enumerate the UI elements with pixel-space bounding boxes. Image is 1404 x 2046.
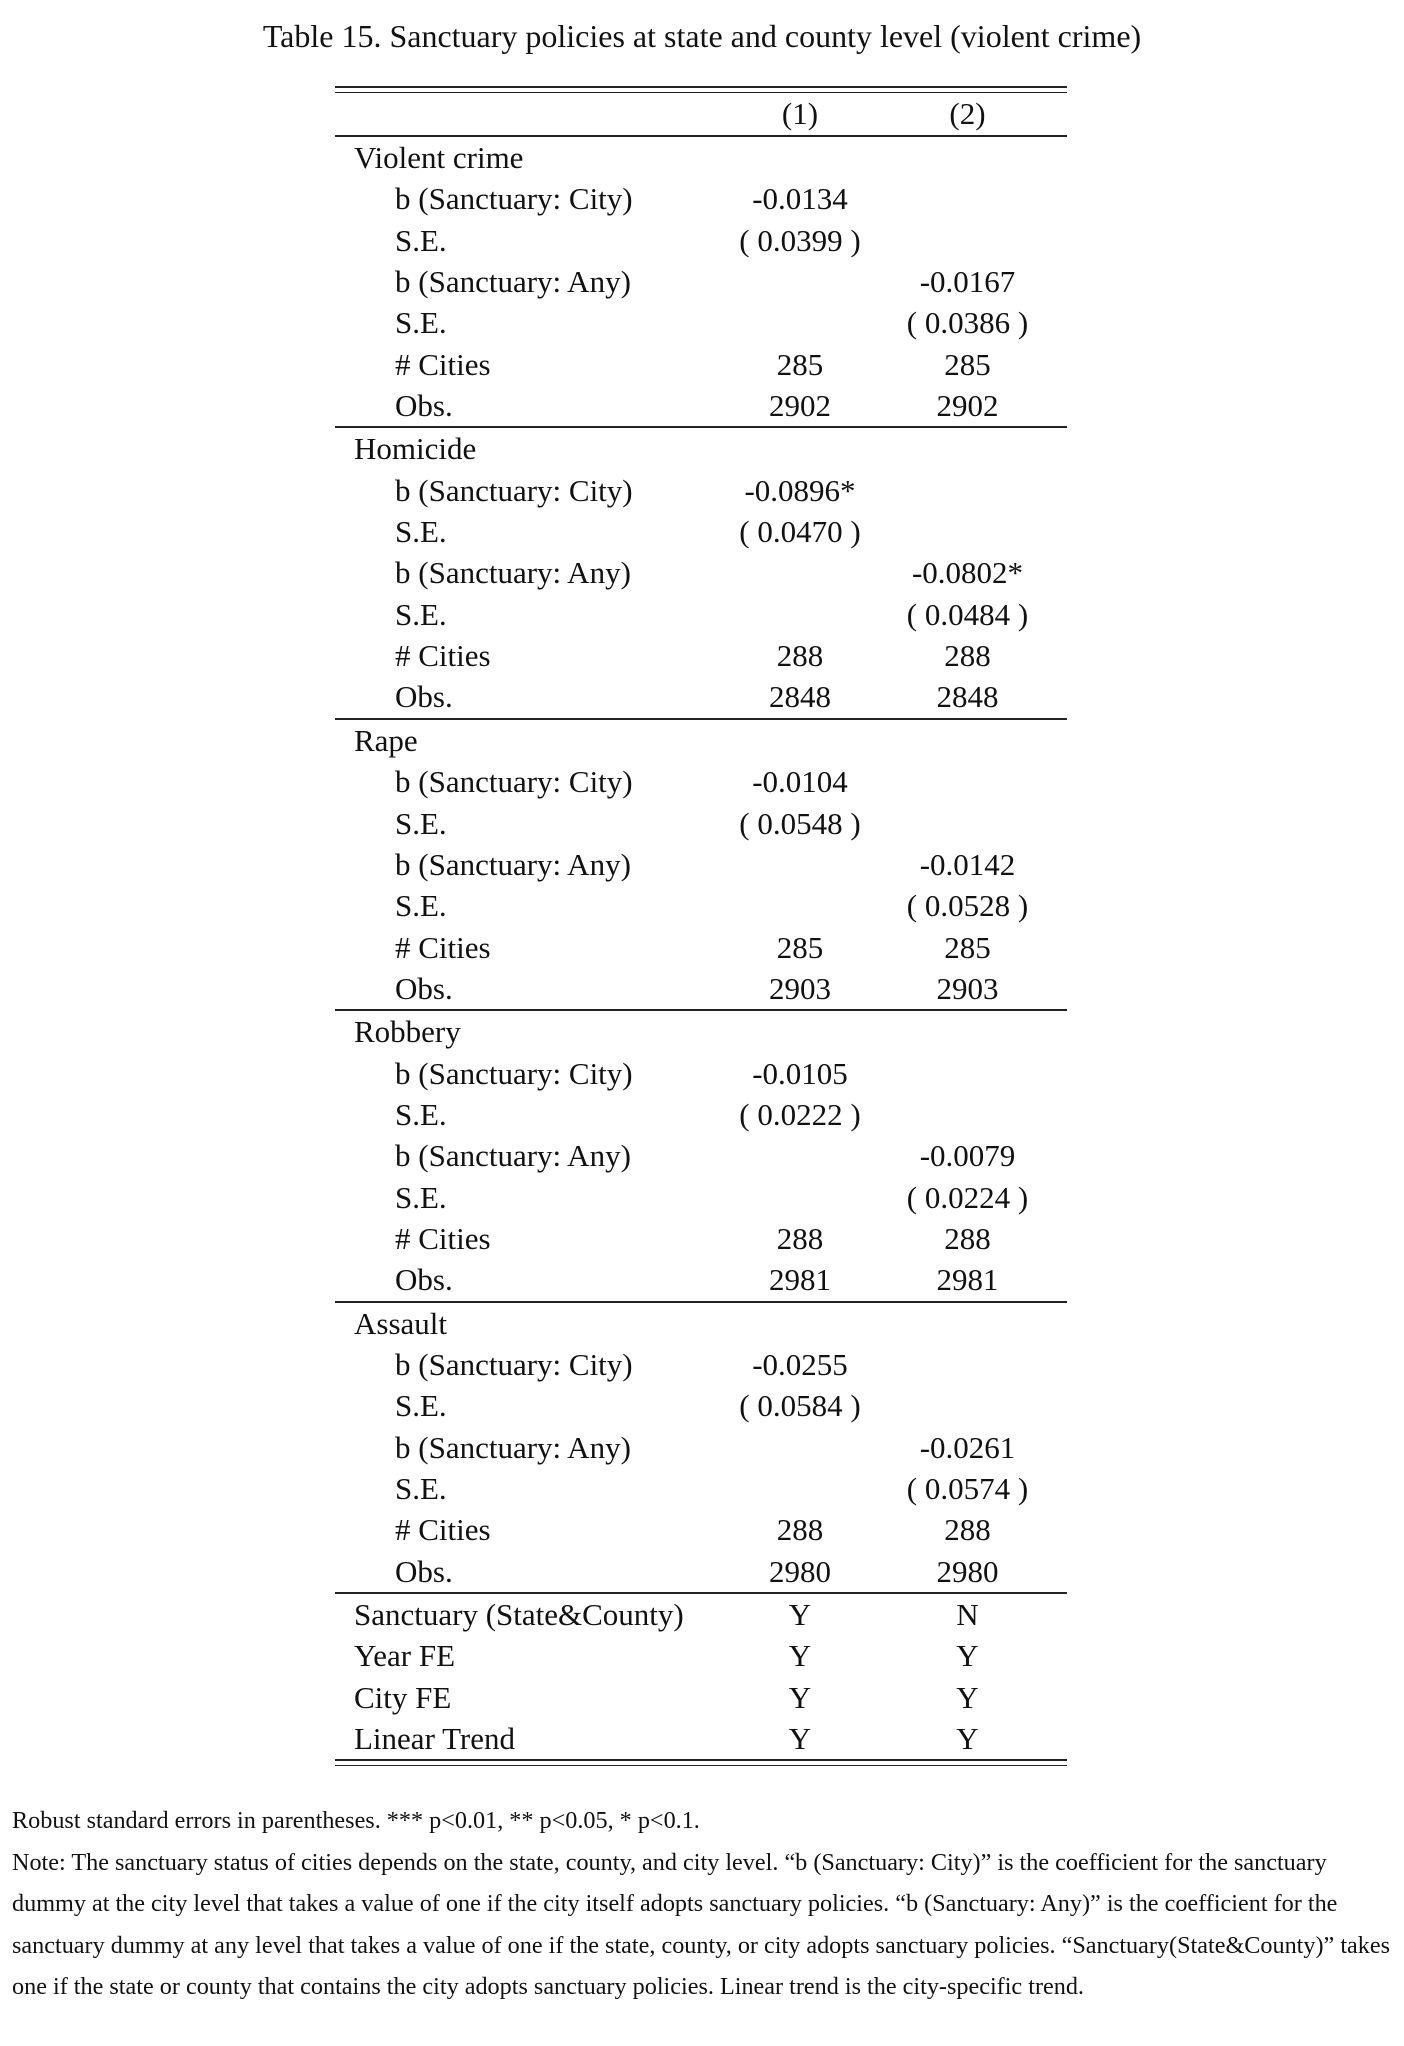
column-header-row	[335, 93, 1067, 135]
controls	[335, 1594, 1067, 1759]
obs-row	[335, 385, 1067, 426]
row-label: Obs.	[395, 1553, 453, 1589]
bottom-rule	[335, 1759, 1067, 1766]
table-notes	[12, 1800, 1392, 2008]
row-label: Sanctuary (State&County)	[354, 1597, 684, 1633]
column-header-1: (1)	[781, 96, 819, 131]
se-any-row	[335, 1177, 1067, 1218]
panels	[335, 135, 1067, 1592]
cities-row	[335, 344, 1067, 385]
cell-col1: 285	[776, 346, 824, 382]
table-title: Table 15. Sanctuary policies at state and county level (violent crime)	[262, 18, 1142, 54]
cell-col2: N	[956, 1597, 979, 1633]
control-row	[335, 1594, 1067, 1635]
row-label: b (Sanctuary: City)	[395, 764, 633, 800]
row-label: S.E.	[395, 514, 447, 550]
cell-col1: 2980	[769, 1553, 831, 1589]
obs-row	[335, 1551, 1067, 1592]
cell-col2: 2902	[936, 388, 999, 424]
cell-col2: -0.0261	[919, 1429, 1016, 1465]
obs-row	[335, 968, 1067, 1009]
se-city-row	[335, 511, 1067, 552]
se-any-row	[335, 1468, 1067, 1509]
cell-col2: Y	[956, 1638, 979, 1674]
panel-heading	[335, 1011, 1067, 1052]
panel-heading	[335, 428, 1067, 469]
cell-col1: -0.0104	[752, 764, 848, 800]
cities-row	[335, 1509, 1067, 1550]
cell-col2: 2848	[936, 679, 999, 715]
row-label: b (Sanctuary: City)	[395, 472, 633, 508]
cell-col1: 2981	[769, 1262, 831, 1298]
se-city-row	[335, 1385, 1067, 1426]
column-header-2: (2)	[949, 96, 986, 131]
row-label: S.E.	[395, 305, 447, 341]
obs-row	[335, 1259, 1067, 1300]
row-label: S.E.	[395, 1096, 447, 1132]
cities-row	[335, 1218, 1067, 1259]
cell-col2: -0.0142	[919, 846, 1016, 882]
cities-row	[335, 635, 1067, 676]
cell-col2: 2903	[936, 970, 999, 1006]
panel-heading	[335, 720, 1067, 761]
row-label: City FE	[354, 1679, 452, 1715]
row-label: b (Sanctuary: Any)	[395, 1429, 631, 1465]
cell-col1: Y	[788, 1721, 812, 1757]
coef-city-row	[335, 1344, 1067, 1385]
robust-se-note: Robust standard errors in parentheses. *** p<0.01, ** p<0.05, * p<0.1.	[12, 1807, 700, 1834]
coef-any-row	[335, 552, 1067, 593]
top-rule	[335, 86, 1067, 93]
cell-col1: 288	[776, 1220, 824, 1256]
cell-col2: ( 0.0386 )	[906, 305, 1029, 341]
row-label: S.E.	[395, 596, 447, 632]
cell-col2: 2980	[936, 1553, 999, 1589]
cell-col1: -0.0105	[752, 1055, 848, 1091]
obs-row	[335, 676, 1067, 717]
cell-col2: ( 0.0484 )	[906, 596, 1029, 632]
row-label: b (Sanctuary: Any)	[395, 555, 631, 591]
row-label: S.E.	[395, 1471, 447, 1506]
cell-col2: 2981	[936, 1262, 999, 1298]
coef-city-row	[335, 470, 1067, 511]
row-label: # Cities	[395, 1220, 491, 1256]
cell-col1: Y	[788, 1679, 812, 1715]
row-label: Obs.	[395, 970, 453, 1006]
row-label: Obs.	[395, 1262, 453, 1298]
coef-any-row	[335, 1427, 1067, 1468]
cell-col1: 285	[776, 929, 824, 965]
se-city-row	[335, 803, 1067, 844]
cell-col2: Y	[956, 1721, 979, 1757]
se-any-row	[335, 302, 1067, 343]
row-label: Year FE	[354, 1638, 456, 1674]
row-label: b (Sanctuary: City)	[395, 1055, 633, 1091]
control-row	[335, 1635, 1067, 1676]
se-any-row	[335, 594, 1067, 635]
coef-city-row	[335, 178, 1067, 219]
cell-col1: Y	[788, 1597, 812, 1633]
cell-col1: Y	[788, 1638, 812, 1674]
control-row	[335, 1718, 1067, 1759]
cell-col1: -0.0896*	[744, 472, 856, 508]
se-any-row	[335, 885, 1067, 926]
row-label: S.E.	[395, 888, 447, 924]
cell-col1: 2902	[769, 388, 831, 424]
control-row	[335, 1677, 1067, 1718]
row-label: # Cities	[395, 346, 491, 382]
cell-col1: -0.0255	[752, 1346, 848, 1382]
cell-col2: 285	[944, 929, 991, 965]
cell-col2: ( 0.0224 )	[906, 1179, 1029, 1215]
row-label: Robbery	[354, 1014, 461, 1050]
cell-col1: ( 0.0584 )	[739, 1388, 861, 1424]
row-label: b (Sanctuary: Any)	[395, 1138, 631, 1174]
row-label: Obs.	[395, 388, 453, 424]
cell-col1: ( 0.0470 )	[739, 514, 861, 550]
cities-row	[335, 927, 1067, 968]
cell-col1: -0.0134	[752, 181, 848, 217]
row-label: Homicide	[354, 431, 477, 467]
coef-any-row	[335, 844, 1067, 885]
cell-col2: 288	[944, 638, 991, 674]
row-label: # Cities	[395, 638, 491, 674]
cell-col2: 288	[944, 1512, 991, 1548]
se-city-row	[335, 1094, 1067, 1135]
coef-any-row	[335, 1135, 1067, 1176]
cell-col1: 288	[776, 638, 824, 674]
row-label: Linear Trend	[354, 1721, 516, 1757]
cell-col2: Y	[956, 1679, 979, 1715]
coef-any-row	[335, 261, 1067, 302]
coef-city-row	[335, 1053, 1067, 1094]
cell-col2: ( 0.0574 )	[906, 1471, 1029, 1506]
row-label: # Cities	[395, 929, 491, 965]
row-label: b (Sanctuary: Any)	[395, 264, 631, 300]
row-label: S.E.	[395, 1388, 447, 1424]
cell-col1: ( 0.0222 )	[739, 1096, 861, 1132]
row-label: Obs.	[395, 679, 453, 715]
row-label: # Cities	[395, 1512, 491, 1548]
panel-heading	[335, 1303, 1067, 1344]
cell-col2: -0.0802*	[911, 555, 1024, 591]
cell-col2: 288	[944, 1220, 991, 1256]
row-label: Rape	[354, 722, 418, 758]
cell-col1: 2848	[769, 679, 831, 715]
row-label: Violent crime	[354, 140, 524, 175]
explanatory-note: Note: The sanctuary status of cities depends on the state, county, and city level. “b (Sanctuary: City)” is the coefficient for the sanctuary dummy at the city level that takes a value of one if the city itself adopts sanctuary policies. “b (Sanctuary: Any)” is the coefficient for the sanctuary dummy at any level that takes a value of one if the state, county, or city adopts sanctuary policies. “Sanctuary(State&County)” takes one if the state or county that contains the city adopts sanctuary policies. Linear trend is the city-specific trend.	[12, 1848, 1391, 2000]
row-label: S.E.	[395, 805, 447, 841]
cell-col2: 285	[944, 346, 991, 382]
row-label: Assault	[354, 1305, 447, 1341]
cell-col2: -0.0167	[919, 264, 1016, 300]
se-city-row	[335, 220, 1067, 261]
cell-col1: 288	[776, 1512, 824, 1548]
row-label: b (Sanctuary: City)	[395, 1346, 633, 1382]
row-label: S.E.	[395, 222, 447, 258]
row-label: b (Sanctuary: City)	[395, 181, 633, 217]
row-label: b (Sanctuary: Any)	[395, 846, 631, 882]
panel-heading	[335, 137, 1067, 178]
row-label: S.E.	[395, 1179, 447, 1215]
cell-col2: -0.0079	[919, 1138, 1016, 1174]
cell-col1: ( 0.0399 )	[739, 222, 861, 258]
regression-table	[335, 86, 1067, 1766]
cell-col1: ( 0.0548 )	[739, 805, 861, 841]
cell-col1: 2903	[769, 970, 831, 1006]
cell-col2: ( 0.0528 )	[906, 888, 1029, 924]
coef-city-row	[335, 761, 1067, 802]
